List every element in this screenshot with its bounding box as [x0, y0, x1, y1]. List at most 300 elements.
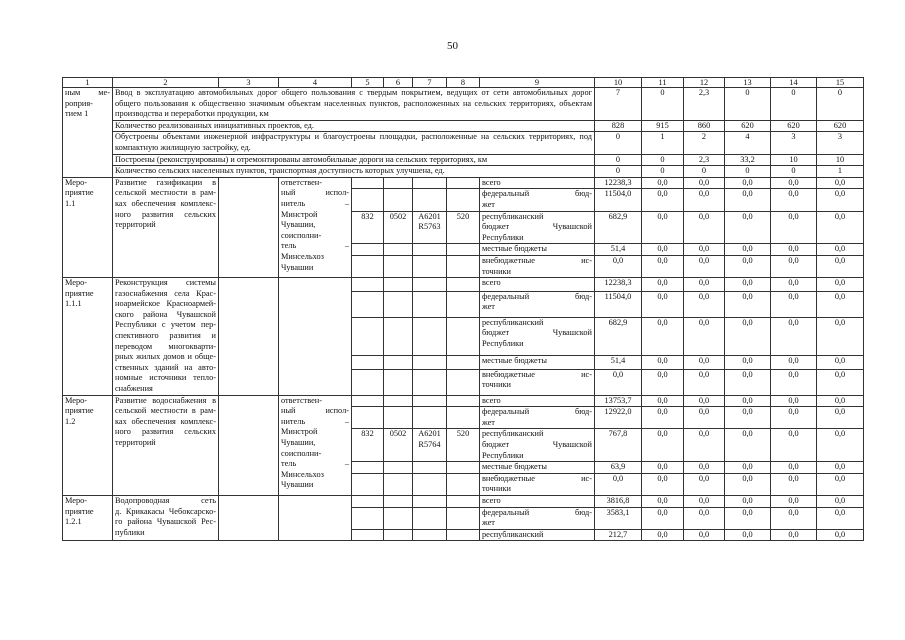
responsible-executor — [279, 177, 352, 277]
funding-value: 0,0 — [771, 462, 817, 474]
csr-code — [413, 529, 447, 541]
funding-value: 0,0 — [817, 462, 864, 474]
event-name-line: публики — [115, 527, 145, 537]
indicator-name: Количество сельских населенных пунктов, транспортная доступность которых улучшена, ед. — [113, 166, 595, 178]
column-number-row — [63, 78, 864, 88]
funding-source-line: точники — [482, 266, 511, 276]
funding-value: 0,0 — [725, 211, 771, 244]
funding-source-line: федеральный бюд- — [482, 407, 592, 417]
rzpr-code — [384, 495, 413, 507]
indicator-value: 0 — [642, 166, 684, 178]
funding-value: 0,0 — [642, 507, 684, 529]
funding-value: 63,9 — [595, 462, 642, 474]
indicator-name: Количество реализованных инициативных проектов, ед. — [113, 120, 595, 132]
column-number: 1 — [63, 78, 113, 88]
rzpr-code — [384, 369, 413, 395]
funding-source — [480, 291, 595, 317]
funding-source — [480, 278, 595, 292]
column-number: 12 — [684, 78, 725, 88]
funding-value: 0,0 — [684, 255, 725, 277]
funding-value: 0,0 — [684, 495, 725, 507]
funding-source-line: федеральный бюд- — [482, 507, 592, 517]
funding-value: 0,0 — [684, 189, 725, 211]
funding-value: 0,0 — [684, 317, 725, 355]
vr-code — [447, 177, 480, 189]
event-name-line: ного развития сельских — [115, 427, 216, 437]
funding-value: 0,0 — [771, 407, 817, 429]
funding-source-line: республиканский — [482, 529, 544, 539]
funding-source-line: жет — [482, 417, 495, 427]
funding-source-line: федеральный бюд- — [482, 291, 592, 301]
indicator-row — [63, 88, 864, 121]
funding-value: 0,0 — [725, 356, 771, 370]
funding-source — [480, 244, 595, 256]
event-name — [113, 278, 219, 396]
funding-value: 0,0 — [771, 177, 817, 189]
funding-value: 0,0 — [642, 291, 684, 317]
funding-value: 0,0 — [817, 369, 864, 395]
event-id-line: Меро- — [65, 395, 88, 405]
funding-value: 0,0 — [817, 189, 864, 211]
funding-value: 0,0 — [725, 317, 771, 355]
event-id-line: Меро- — [65, 177, 88, 187]
rzpr-code — [384, 529, 413, 541]
funding-source — [480, 407, 595, 429]
funding-value: 3583,1 — [595, 507, 642, 529]
funding-value: 0,0 — [684, 177, 725, 189]
indicator-value: 0 — [595, 154, 642, 166]
funding-source — [480, 507, 595, 529]
indicator-value: 1 — [642, 132, 684, 154]
responsible-executor-line: Чувашии, — [281, 220, 316, 230]
event-id-line: 1.1.1 — [65, 299, 82, 309]
funding-row — [63, 395, 864, 407]
funding-value: 0,0 — [725, 395, 771, 407]
funding-value: 0,0 — [771, 356, 817, 370]
indicator-value: 1 — [817, 166, 864, 178]
funding-value: 0,0 — [725, 429, 771, 462]
funding-value: 0,0 — [817, 177, 864, 189]
csr-code — [413, 395, 447, 407]
responsible-executor-line: соисполни- — [281, 448, 322, 458]
csr-code — [413, 291, 447, 317]
vr-code — [447, 317, 480, 355]
funding-value: 0,0 — [725, 278, 771, 292]
funding-value: 0,0 — [817, 211, 864, 244]
csr-code — [413, 189, 447, 211]
vr-code — [447, 395, 480, 407]
indicator-value: 0 — [771, 166, 817, 178]
funding-value: 0,0 — [642, 211, 684, 244]
empty-cell — [219, 177, 279, 277]
funding-value: 0,0 — [642, 244, 684, 256]
funding-value: 0,0 — [642, 369, 684, 395]
funding-value: 0,0 — [725, 177, 771, 189]
indicator-value: 620 — [771, 120, 817, 132]
rzpr-code — [384, 317, 413, 355]
funding-source-line: Республики — [482, 232, 524, 242]
responsible-executor-line: ный испол- — [281, 188, 349, 198]
vr-code — [447, 529, 480, 541]
event-name-line: снабжения — [115, 384, 153, 394]
empty-cell — [219, 395, 279, 495]
event-name-line: рных жилых домов и обще- — [115, 352, 216, 362]
event-id-line: приятие — [65, 406, 94, 416]
event-name-line: ках обеспечения комплекс- — [115, 416, 216, 426]
csr-code — [413, 462, 447, 474]
indicator-value: 10 — [771, 154, 817, 166]
csr-code — [413, 495, 447, 507]
funding-value: 0,0 — [771, 189, 817, 211]
responsible-executor-line: ответствен- — [281, 177, 323, 187]
indicator-value: 0 — [642, 154, 684, 166]
grbs-code — [352, 189, 384, 211]
event-name-line: го района Чувашской Рес- — [115, 517, 216, 527]
indicator-name: Ввод в эксплуатацию автомобильных дорог общего пользования с твердым покрытием, ведущих от сети автомобильных дорог общего пользования к общественно значимым объектам населенных пунктов, расположенных на сельских территориях, объектам производства и переработки продукции, км — [113, 88, 595, 121]
indicator-value: 0 — [725, 88, 771, 121]
column-number: 2 — [113, 78, 219, 88]
event-name-line: Развитие газификации в — [115, 177, 216, 187]
funding-value: 0,0 — [771, 278, 817, 292]
csr-code — [413, 407, 447, 429]
funding-value: 0,0 — [771, 495, 817, 507]
funding-source — [480, 356, 595, 370]
funding-source-line: жет — [482, 199, 495, 209]
column-number: 14 — [771, 78, 817, 88]
funding-value: 0,0 — [642, 255, 684, 277]
responsible-executor-line: Минстрой — [281, 209, 318, 219]
indicator-value: 2,3 — [684, 88, 725, 121]
funding-source — [480, 177, 595, 189]
funding-value: 0,0 — [684, 529, 725, 541]
funding-value: 0,0 — [642, 429, 684, 462]
funding-source-line: внебюджетные ис- — [482, 255, 592, 265]
empty-cell — [219, 278, 279, 396]
funding-value: 0,0 — [817, 278, 864, 292]
funding-value: 0,0 — [817, 356, 864, 370]
funding-value: 0,0 — [771, 473, 817, 495]
indicator-value: 7 — [595, 88, 642, 121]
responsible-executor — [279, 395, 352, 495]
event-name-line: переводом многокварти- — [115, 341, 216, 351]
event-name-line: Реконструкция системы — [115, 278, 216, 288]
event-id — [63, 177, 113, 277]
funding-source-line: местные бюджеты — [482, 462, 547, 472]
funding-source-line: внебюджетные ис- — [482, 369, 592, 379]
indicator-value: 0 — [771, 88, 817, 121]
event-id — [63, 278, 113, 396]
funding-value: 0,0 — [725, 189, 771, 211]
rzpr-code — [384, 189, 413, 211]
funding-value: 0,0 — [817, 395, 864, 407]
responsible-executor-line: Минсельхоз — [281, 469, 324, 479]
column-number: 13 — [725, 78, 771, 88]
responsible-executor — [279, 278, 352, 396]
grbs-code — [352, 255, 384, 277]
csr-code — [413, 177, 447, 189]
rzpr-code — [384, 278, 413, 292]
event-name — [113, 177, 219, 277]
funding-source-line: всего — [482, 278, 501, 288]
grbs-code — [352, 278, 384, 292]
responsible-executor-line: Чувашии — [281, 262, 314, 272]
csr-code — [413, 356, 447, 370]
funding-value: 0,0 — [595, 473, 642, 495]
funding-value: 0,0 — [725, 507, 771, 529]
rzpr-code: 0502 — [384, 429, 413, 462]
responsible-executor-line: нитель – — [281, 416, 349, 426]
funding-value: 13753,7 — [595, 395, 642, 407]
funding-value: 0,0 — [771, 211, 817, 244]
event-name-line: номные источники тепло- — [115, 373, 216, 383]
funding-value: 0,0 — [595, 369, 642, 395]
funding-value: 0,0 — [684, 507, 725, 529]
funding-value: 0,0 — [642, 529, 684, 541]
vr-code — [447, 255, 480, 277]
indicator-value: 0 — [725, 166, 771, 178]
funding-value: 0,0 — [771, 395, 817, 407]
csr-code — [413, 317, 447, 355]
funding-value: 0,0 — [725, 407, 771, 429]
indicator-value: 0 — [684, 166, 725, 178]
indicator-value: 3 — [771, 132, 817, 154]
event-id-line: 1.2 — [65, 416, 76, 426]
responsible-executor-line: нитель – — [281, 198, 349, 208]
funding-source-line: республиканский — [482, 317, 544, 327]
event-id — [63, 495, 113, 540]
funding-source — [480, 429, 595, 462]
rzpr-code — [384, 462, 413, 474]
responsible-executor-line: Чувашии — [281, 480, 314, 490]
event-name-line: ского района Чувашской — [115, 309, 216, 319]
vr-code — [447, 495, 480, 507]
funding-value: 12238,3 — [595, 177, 642, 189]
responsible-executor-line: соисполни- — [281, 230, 322, 240]
event-name-line: спективного развития и — [115, 331, 216, 341]
rzpr-code — [384, 291, 413, 317]
rzpr-code — [384, 177, 413, 189]
funding-value: 0,0 — [771, 244, 817, 256]
funding-value: 0,0 — [642, 189, 684, 211]
csr-code-line: А6201 — [418, 211, 441, 221]
funding-value: 0,0 — [642, 317, 684, 355]
csr-code — [413, 507, 447, 529]
event-cell: ным ме- роприя- тием 1 — [63, 88, 113, 178]
event-name-line: Республики с учетом пер- — [115, 320, 216, 330]
vr-code — [447, 189, 480, 211]
funding-source-line: Республики — [482, 450, 524, 460]
funding-value: 0,0 — [684, 291, 725, 317]
funding-value: 11504,0 — [595, 189, 642, 211]
funding-value: 0,0 — [725, 529, 771, 541]
csr-code — [413, 244, 447, 256]
funding-value: 0,0 — [684, 278, 725, 292]
column-number: 10 — [595, 78, 642, 88]
rzpr-code — [384, 395, 413, 407]
funding-source-line: республиканский — [482, 429, 544, 439]
funding-value: 0,0 — [595, 255, 642, 277]
indicator-row — [63, 132, 864, 154]
csr-code-line: А6201 — [418, 429, 441, 439]
event-name-line: территорий — [115, 438, 156, 447]
rzpr-code — [384, 255, 413, 277]
funding-value: 682,9 — [595, 211, 642, 244]
event-id-line: приятие — [65, 188, 94, 198]
funding-value: 0,0 — [771, 529, 817, 541]
funding-value: 0,0 — [725, 495, 771, 507]
responsible-executor-line: тель – — [281, 459, 349, 469]
indicator-value: 0 — [642, 88, 684, 121]
column-number: 7 — [413, 78, 447, 88]
grbs-code — [352, 395, 384, 407]
funding-value: 0,0 — [642, 462, 684, 474]
funding-source-line: всего — [482, 177, 501, 187]
grbs-code — [352, 495, 384, 507]
funding-source-line: жет — [482, 518, 495, 528]
funding-value: 0,0 — [642, 395, 684, 407]
grbs-code: 832 — [352, 429, 384, 462]
funding-source-line: точники — [482, 380, 511, 390]
event-id — [63, 395, 113, 495]
funding-value: 0,0 — [817, 291, 864, 317]
funding-value: 212,7 — [595, 529, 642, 541]
indicator-value: 2,3 — [684, 154, 725, 166]
vr-code — [447, 507, 480, 529]
column-number: 15 — [817, 78, 864, 88]
grbs-code — [352, 407, 384, 429]
funding-value: 0,0 — [725, 291, 771, 317]
funding-value: 0,0 — [817, 429, 864, 462]
event-name-line: территорий — [115, 220, 156, 230]
funding-value: 0,0 — [817, 255, 864, 277]
event-id-line: приятие — [65, 288, 94, 298]
grbs-code — [352, 317, 384, 355]
funding-source — [480, 495, 595, 507]
funding-value: 0,0 — [725, 473, 771, 495]
indicator-value: 33,2 — [725, 154, 771, 166]
event-name-line: ноармейское Красноармей- — [115, 299, 216, 309]
indicator-value: 915 — [642, 120, 684, 132]
grbs-code — [352, 473, 384, 495]
funding-source — [480, 473, 595, 495]
funding-source-line: местные бюджеты — [482, 244, 547, 254]
csr-code — [413, 255, 447, 277]
funding-value: 0,0 — [684, 356, 725, 370]
grbs-code: 832 — [352, 211, 384, 244]
funding-value: 0,0 — [684, 407, 725, 429]
grbs-code — [352, 356, 384, 370]
csr-code — [413, 473, 447, 495]
csr-code-line: R5764 — [418, 440, 441, 449]
funding-value: 0,0 — [684, 462, 725, 474]
column-number: 11 — [642, 78, 684, 88]
event-id-line: 1.1 — [65, 198, 76, 208]
event-name-line: сельской местности в рам- — [115, 188, 216, 198]
responsible-executor — [279, 495, 352, 540]
responsible-executor-line: тель – — [281, 241, 349, 251]
funding-value: 0,0 — [725, 462, 771, 474]
vr-code — [447, 473, 480, 495]
funding-value: 0,0 — [684, 244, 725, 256]
csr-code — [413, 369, 447, 395]
rzpr-code — [384, 407, 413, 429]
column-number: 6 — [384, 78, 413, 88]
funding-source — [480, 211, 595, 244]
rzpr-code — [384, 356, 413, 370]
page-number: 50 — [447, 40, 458, 52]
funding-source — [480, 462, 595, 474]
funding-value: 0,0 — [771, 507, 817, 529]
funding-value: 3816,8 — [595, 495, 642, 507]
rzpr-code — [384, 473, 413, 495]
funding-source-line: бюджет Чувашской — [482, 328, 592, 338]
funding-source — [480, 529, 595, 541]
funding-source-line: местные бюджеты — [482, 356, 547, 366]
funding-source-line: всего — [482, 495, 501, 505]
funding-value: 0,0 — [817, 507, 864, 529]
vr-code — [447, 244, 480, 256]
funding-value: 0,0 — [817, 473, 864, 495]
funding-row — [63, 495, 864, 507]
funding-source-line: жет — [482, 302, 495, 312]
funding-source — [480, 255, 595, 277]
funding-value: 0,0 — [817, 529, 864, 541]
empty-cell — [219, 495, 279, 540]
vr-code: 520 — [447, 211, 480, 244]
funding-value: 682,9 — [595, 317, 642, 355]
funding-value: 0,0 — [771, 369, 817, 395]
funding-value: 0,0 — [642, 177, 684, 189]
indicator-value: 10 — [817, 154, 864, 166]
funding-value: 0,0 — [771, 255, 817, 277]
csr-code — [413, 429, 447, 462]
funding-value: 51,4 — [595, 244, 642, 256]
funding-source-line: республиканский — [482, 211, 544, 221]
funding-value: 0,0 — [817, 317, 864, 355]
indicator-name: Обустроены объектами инженерной инфраструктуры и благоустроены площадки, расположенные на сельских территориях, под компактную жилищную застройку, ед. — [113, 132, 595, 154]
funding-value: 12922,0 — [595, 407, 642, 429]
funding-source-line: точники — [482, 484, 511, 494]
funding-source — [480, 395, 595, 407]
event-id-line: 1.2.1 — [65, 517, 82, 527]
responsible-executor-line: Чувашии, — [281, 438, 316, 447]
funding-value: 0,0 — [725, 255, 771, 277]
column-number: 5 — [352, 78, 384, 88]
column-number: 4 — [279, 78, 352, 88]
vr-code — [447, 278, 480, 292]
csr-code — [413, 278, 447, 292]
funding-value: 0,0 — [817, 407, 864, 429]
vr-code — [447, 462, 480, 474]
indicator-value: 620 — [817, 120, 864, 132]
responsible-executor-line: ный испол- — [281, 406, 349, 416]
funding-value: 11504,0 — [595, 291, 642, 317]
funding-value: 51,4 — [595, 356, 642, 370]
rzpr-code — [384, 507, 413, 529]
funding-source — [480, 189, 595, 211]
funding-value: 0,0 — [771, 429, 817, 462]
budget-table — [62, 77, 864, 541]
grbs-code — [352, 462, 384, 474]
funding-value: 0,0 — [642, 495, 684, 507]
funding-value: 12238,3 — [595, 278, 642, 292]
rzpr-code — [384, 244, 413, 256]
column-number: 3 — [219, 78, 279, 88]
indicator-value: 828 — [595, 120, 642, 132]
funding-row — [63, 177, 864, 189]
indicator-value: 2 — [684, 132, 725, 154]
event-name-line: ного развития сельских — [115, 209, 216, 219]
